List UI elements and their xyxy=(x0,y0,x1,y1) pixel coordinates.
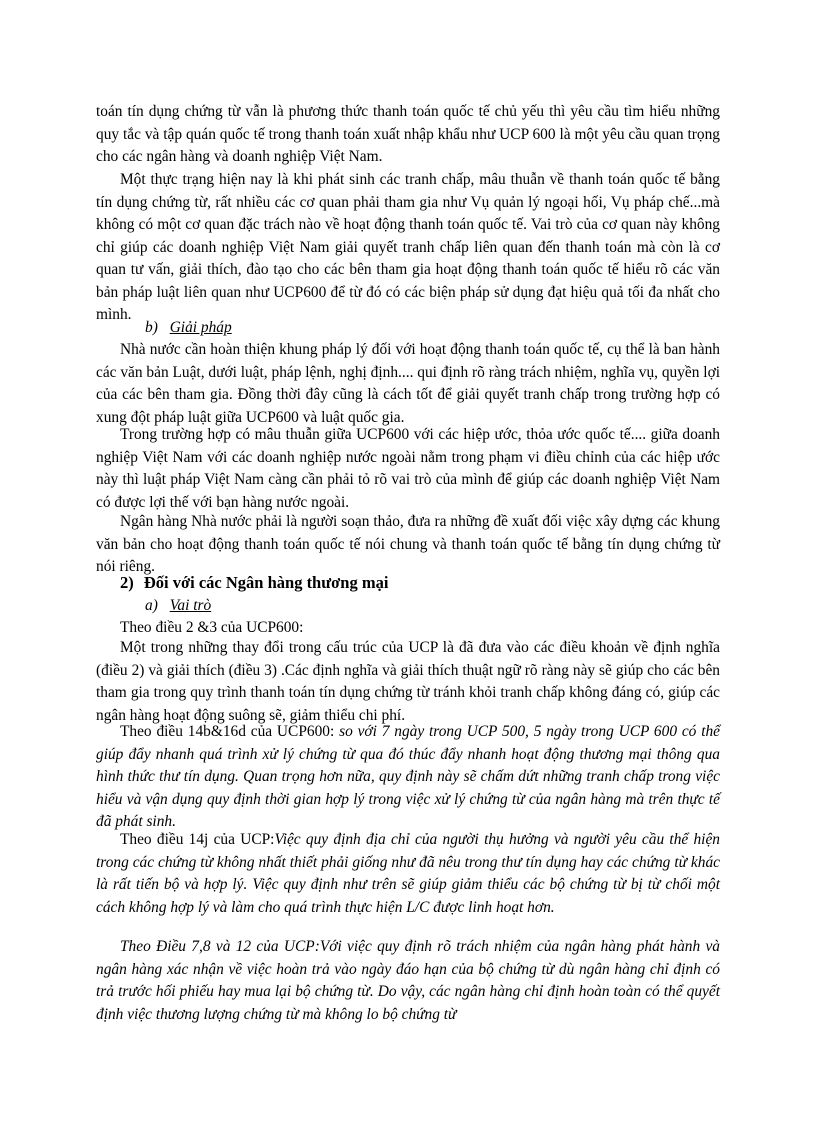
subheading-a-marker: a) xyxy=(145,597,158,614)
paragraph-article-14j xyxy=(96,829,720,919)
article-14b-lead: Theo điều 14b&16d của UCP600: xyxy=(120,723,340,740)
article-14j-lead: Theo điều 14j của UCP: xyxy=(120,831,275,848)
subheading-b-title: Giải pháp xyxy=(169,319,232,336)
paragraph-conflict: Một thực trạng hiện nay là khi phát sinh các tranh chấp, mâu thuẫn về thanh toán quốc tế bằng tín dụng chứng từ, rất nhiều các cơ quan phải tham gia như Vụ quản lý ngoại hối, Vụ pháp chế...mà không có một cơ quan đặc trách nào về hoạt động thanh toán quốc tế. Vai trò của cơ quan này không chỉ giúp các doanh nghiệp Việt Nam giải quyết tranh chấp liên quan đến thanh toán mà còn là cơ quan tư vấn, giải thích, đào tạo cho các bên tham gia hoạt động thanh toán quốc tế hiểu rõ các văn bản pháp luật liên quan như UCP600 để từ đó có các biện pháp sử dụng đạt hiệu quả tối đa nhất cho mình. xyxy=(96,171,720,323)
article-14b-body: so với 7 ngày trong UCP 500, 5 ngày trong UCP 600 có thể giúp đẩy nhanh quá trình xử lý chứng từ qua đó thúc đẩy nhanh hoạt động thương mại thông qua hình thức thư tín dụng. Quan trọng hơn nữa, quy định này sẽ chấm dứt những tranh chấp trong việc hiểu và vận dụng quy định thời gian hợp lý trong việc xử lý chứng từ của ngân hàng mà trên thực tế đã phát sinh. xyxy=(96,723,720,830)
heading-commercial-banks xyxy=(120,572,388,595)
paragraph-solution-2: Trong trường hợp có mâu thuẫn giữa UCP600 với các hiệp ước, thỏa ước quốc tế.... giữa doanh nghiệp Việt Nam với các doanh nghiệp nước ngoài nằm trong phạm vi điều chỉnh của các hiệp ước này thì luật pháp Việt Nam càng cần phải tỏ rõ vai trò của mình để giúp các doanh nghiệp Việt Nam có được lợi thế với bạn hàng nước ngoài. xyxy=(96,426,720,511)
heading-number: 2) xyxy=(120,573,134,592)
paragraph-article-14b-16d xyxy=(96,721,720,834)
paragraph-ref-article-2-3: Theo điều 2 &3 của UCP600: xyxy=(120,619,304,636)
subheading-a-title: Vai trò xyxy=(169,597,212,614)
paragraph-solution-3: Ngân hàng Nhà nước phải là người soạn thảo, đưa ra những đề xuất đối việc xây dựng các khung văn bản cho hoạt động thanh toán quốc tế nói chung và thanh toán quốc tế bằng tín dụng chứng từ nói riêng. xyxy=(96,513,720,575)
paragraph-solution-1: Nhà nước cần hoàn thiện khung pháp lý đối với hoạt động thanh toán quốc tế, cụ thể là ban hành các văn bản Luật, dưới luật, pháp lệnh, nghị định.... qui định rõ ràng trách nhiệm, nghĩa vụ, quyền lợi của các bên tham gia. Đồng thời đây cũng là cách tốt để giải quyết tranh chấp trong trường hợp có xung đột pháp luật giữa UCP600 và luật quốc gia. xyxy=(96,341,720,426)
article-14j-body: Việc quy định địa chỉ của người thụ hưởng và người yêu cầu thể hiện trong các chứng từ không nhất thiết phải giống như đã nêu trong thư tín dụng hay các chứng từ khác là rất tiến bộ và hợp lý. Việc quy định như trên sẽ giúp giảm thiểu các bộ chứng từ bị từ chối một cách không hợp lý và làm cho quá trình thực hiện L/C được linh hoạt hơn. xyxy=(96,831,720,916)
paragraph-intro: toán tín dụng chứng từ vẫn là phương thức thanh toán quốc tế chủ yếu thì yêu cầu tìm hiểu những quy tắc và tập quán quốc tế trong thanh toán xuất nhập khẩu như UCP 600 là một yêu cầu quan trọng cho các ngân hàng và doanh nghiệp Việt Nam. xyxy=(96,103,720,165)
subheading-a xyxy=(145,595,211,618)
subheading-b xyxy=(145,317,232,340)
heading-text: Đối với các Ngân hàng thương mại xyxy=(143,573,389,592)
subheading-b-marker: b) xyxy=(145,319,158,336)
paragraph-article-7-8-12: Theo Điều 7,8 và 12 của UCP:Với việc quy định rõ trách nhiệm của ngân hàng phát hành và ngân hàng xác nhận về việc hoàn trả vào ngày đáo hạn của bộ chứng từ dù ngân hàng chỉ định có trả trước hối phiếu hay mua lại bộ chứng từ. Do vậy, các ngân hàng chỉ định hoàn toàn có thể quyết định việc thương lượng chứng từ mà không lo bộ chứng từ xyxy=(96,938,720,1023)
paragraph-definitions: Một trong những thay đổi trong cấu trúc của UCP là đã đưa vào các điều khoản về định nghĩa (điều 2) và giải thích (điều 3) .Các định nghĩa và giải thích thuật ngữ rõ ràng này sẽ giúp cho các bên tham gia trong quy trình thanh toán tín dụng chứng từ tránh khỏi tranh chấp không đáng có, giúp các ngân hàng hoạt động suông sẽ, giảm thiểu chi phí. xyxy=(96,639,720,724)
